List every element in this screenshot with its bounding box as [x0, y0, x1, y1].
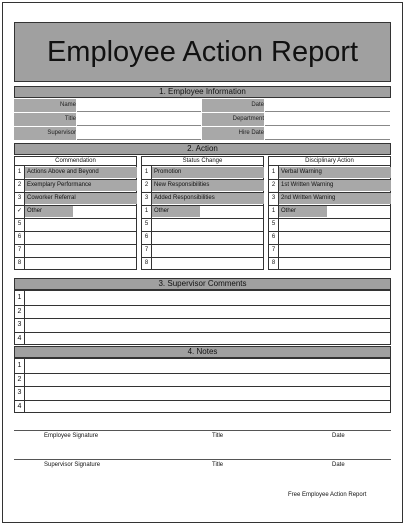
- action-row-checkbox[interactable]: 6: [15, 231, 25, 244]
- action-row-checkbox[interactable]: 8: [142, 257, 152, 270]
- action-row[interactable]: [142, 179, 263, 193]
- action-row-label: [279, 232, 391, 243]
- comment-line-number: 4: [15, 332, 25, 346]
- action-row[interactable]: [142, 205, 263, 219]
- supervisor-field[interactable]: [77, 127, 201, 140]
- supervisor-signature-line[interactable]: [14, 459, 391, 460]
- action-row-label: Actions Above and Beyond: [25, 167, 137, 178]
- action-row[interactable]: [269, 205, 390, 219]
- supervisor-comments-lines: [14, 290, 391, 345]
- action-row-label: Exemplary Performance: [25, 180, 137, 191]
- action-row-checkbox[interactable]: 3: [142, 192, 152, 205]
- note-line-number: 1: [15, 359, 25, 373]
- notes-lines: [14, 358, 391, 413]
- action-row-label: [25, 219, 137, 230]
- action-row[interactable]: [15, 244, 136, 258]
- report-title: Employee Action Report: [14, 22, 391, 82]
- hire-date-field[interactable]: [265, 127, 390, 140]
- action-row-label: [25, 245, 137, 256]
- action-row[interactable]: [269, 244, 390, 258]
- action-row[interactable]: [142, 231, 263, 245]
- action-row-checkbox[interactable]: 1: [15, 166, 25, 179]
- action-row-checkbox[interactable]: 5: [15, 218, 25, 231]
- note-line[interactable]: [15, 386, 390, 401]
- action-row-checkbox[interactable]: ✓: [15, 205, 25, 218]
- department-field[interactable]: [265, 113, 390, 126]
- section-notes-bar: 4. Notes: [14, 346, 391, 358]
- note-line[interactable]: [15, 400, 390, 414]
- action-row-label: [279, 219, 391, 230]
- action-column-0: [14, 156, 137, 270]
- date-label: Date: [202, 99, 264, 112]
- action-row-label: [152, 219, 264, 230]
- action-row[interactable]: [269, 231, 390, 245]
- action-row[interactable]: [269, 192, 390, 206]
- action-row-label: [152, 245, 264, 256]
- action-columns: [14, 156, 391, 276]
- supervisor-title-label: Title: [212, 462, 224, 468]
- note-line-number: 4: [15, 400, 25, 414]
- employee-signature-line[interactable]: [14, 430, 391, 431]
- action-row-label: Promotion: [152, 167, 264, 178]
- action-row-label: Verbal Warning: [279, 167, 391, 178]
- action-row[interactable]: [142, 218, 263, 232]
- action-row-checkbox[interactable]: 3: [15, 192, 25, 205]
- action-row[interactable]: [15, 166, 136, 180]
- action-row-checkbox[interactable]: 1: [269, 205, 279, 218]
- department-label: Department: [202, 113, 264, 126]
- action-column-header: Disciplinary Action: [269, 157, 390, 166]
- action-row-checkbox[interactable]: 7: [142, 244, 152, 257]
- action-row-label: 1st Written Warning: [279, 180, 391, 191]
- note-line-number: 2: [15, 373, 25, 387]
- note-line[interactable]: [15, 373, 390, 388]
- action-row-checkbox[interactable]: 1: [142, 166, 152, 179]
- action-row-checkbox[interactable]: 7: [15, 244, 25, 257]
- action-row[interactable]: [15, 257, 136, 270]
- action-row-checkbox[interactable]: 2: [15, 179, 25, 192]
- hire-date-label: Hire Date: [202, 127, 264, 140]
- action-row[interactable]: [15, 192, 136, 206]
- action-row[interactable]: [142, 166, 263, 180]
- footer-text: Free Employee Action Report: [288, 492, 367, 498]
- action-row-label: Added Responsibilities: [152, 193, 264, 204]
- signature-area: [14, 430, 391, 480]
- employee-signature-label: Employee Signature: [44, 433, 99, 439]
- action-row[interactable]: [142, 192, 263, 206]
- name-field[interactable]: [77, 99, 201, 112]
- action-row[interactable]: [15, 231, 136, 245]
- supervisor-date-label: Date: [332, 462, 345, 468]
- note-line-number: 3: [15, 386, 25, 400]
- action-row-checkbox[interactable]: 7: [269, 244, 279, 257]
- action-row-checkbox[interactable]: 8: [269, 257, 279, 270]
- action-row-checkbox[interactable]: 2: [269, 179, 279, 192]
- comment-line-number: 1: [15, 291, 25, 305]
- action-row-label: [25, 232, 137, 243]
- comment-line[interactable]: [15, 318, 390, 333]
- action-row-label: Coworker Referral: [25, 193, 137, 204]
- action-column-header: Commendation: [15, 157, 136, 166]
- date-field[interactable]: [265, 99, 390, 112]
- action-row[interactable]: [142, 257, 263, 270]
- action-column-1: [141, 156, 264, 270]
- action-row-label: [152, 232, 264, 243]
- action-row-checkbox[interactable]: 5: [142, 218, 152, 231]
- action-row-checkbox[interactable]: 2: [142, 179, 152, 192]
- action-row[interactable]: [269, 166, 390, 180]
- action-row-checkbox[interactable]: 1: [142, 205, 152, 218]
- supervisor-signature-label: Supervisor Signature: [44, 462, 101, 468]
- action-column-header: Status Change: [142, 157, 263, 166]
- note-line[interactable]: [15, 359, 390, 374]
- action-row[interactable]: [142, 244, 263, 258]
- action-row[interactable]: [269, 257, 390, 270]
- action-row[interactable]: [269, 179, 390, 193]
- title-label: Title: [14, 113, 76, 126]
- action-row-checkbox[interactable]: 6: [142, 231, 152, 244]
- section-employee-info-bar: 1. Employee Information: [14, 86, 391, 98]
- employee-date-label: Date: [332, 433, 345, 439]
- action-row-checkbox[interactable]: 8: [15, 257, 25, 270]
- action-row-label: 2nd Written Warning: [279, 193, 391, 204]
- section-action-bar: 2. Action: [14, 143, 391, 155]
- action-row-label: [25, 258, 137, 269]
- comment-line-number: 2: [15, 305, 25, 319]
- action-row-checkbox[interactable]: 5: [269, 218, 279, 231]
- name-label: Name: [14, 99, 76, 112]
- action-row-label: [279, 258, 391, 269]
- supervisor-label: Supervisor: [14, 127, 76, 140]
- action-row[interactable]: [269, 218, 390, 232]
- action-row-label: [279, 245, 391, 256]
- section-supervisor-comments-bar: 3. Supervisor Comments: [14, 278, 391, 290]
- comment-line[interactable]: [15, 305, 390, 320]
- action-row[interactable]: [15, 205, 136, 219]
- action-row-label: New Responsibilities: [152, 180, 264, 191]
- action-row-label: Other: [152, 206, 200, 217]
- employee-title-label: Title: [212, 433, 224, 439]
- action-row-label: Other: [25, 206, 73, 217]
- comment-line[interactable]: [15, 291, 390, 306]
- comment-line-number: 3: [15, 318, 25, 332]
- title-field[interactable]: [77, 113, 201, 126]
- comment-line[interactable]: [15, 332, 390, 346]
- employee-info-panel: [14, 98, 391, 140]
- action-row-label: Other: [279, 206, 327, 217]
- action-row[interactable]: [15, 218, 136, 232]
- action-row-checkbox[interactable]: 3: [269, 192, 279, 205]
- action-row-checkbox[interactable]: 1: [269, 166, 279, 179]
- action-row-label: [152, 258, 264, 269]
- action-column-2: [268, 156, 391, 270]
- action-row[interactable]: [15, 179, 136, 193]
- action-row-checkbox[interactable]: 6: [269, 231, 279, 244]
